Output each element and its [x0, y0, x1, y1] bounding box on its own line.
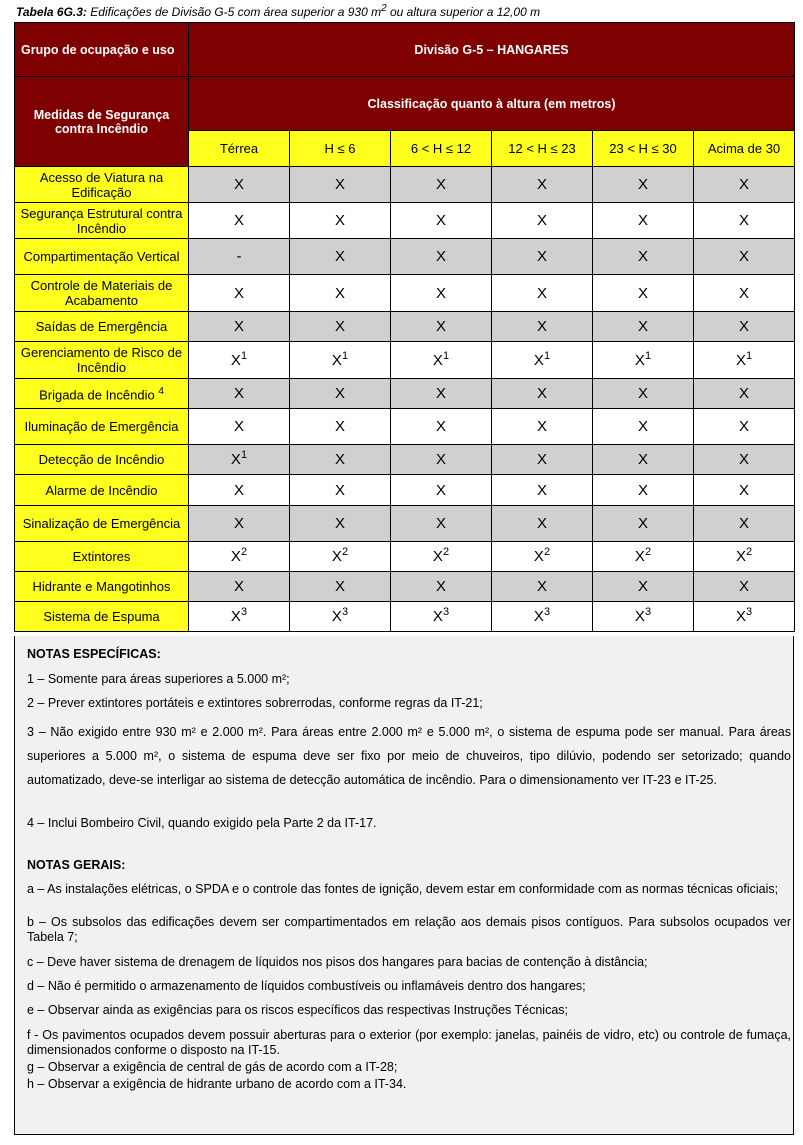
requirement-cell: X	[694, 275, 795, 312]
requirement-cell: X	[189, 409, 290, 445]
requirement-cell: X	[391, 312, 492, 342]
height-column-header: 23 < H ≤ 30	[593, 131, 694, 167]
measure-label: Sistema de Espuma	[15, 602, 189, 632]
requirement-cell: $X^2$	[189, 542, 290, 572]
requirement-cell: X	[593, 239, 694, 275]
requirement-cell: X	[189, 167, 290, 203]
measure-label: Saídas de Emergência	[15, 312, 189, 342]
requirement-cell: X	[189, 572, 290, 602]
requirement-cell: X	[492, 312, 593, 342]
requirement-cell: $X^2$	[694, 542, 795, 572]
table-row	[15, 542, 795, 572]
requirement-cell: X	[593, 409, 694, 445]
requirement-cell: X	[290, 379, 391, 409]
requirement-cell: X	[593, 475, 694, 506]
table-row	[15, 572, 795, 602]
table-caption	[16, 5, 540, 19]
requirement-cell: $X^2$	[492, 542, 593, 572]
requirement-cell: X	[492, 167, 593, 203]
requirement-cell: X	[694, 572, 795, 602]
note-reference: 1	[442, 349, 450, 362]
table-row	[15, 602, 795, 632]
requirement-cell: X	[290, 167, 391, 203]
measure-label: Segurança Estrutural contra Incêndio	[15, 203, 189, 239]
measures-header: Medidas de Segurança contra Incêndio	[15, 77, 189, 167]
note-reference: 2	[442, 546, 450, 558]
requirement-cell: $X^1$	[189, 445, 290, 475]
requirement-cell: X	[492, 409, 593, 445]
height-column-header: Térrea	[189, 131, 290, 167]
requirement-cell: $X^1$	[694, 342, 795, 379]
requirement-cell: X	[492, 239, 593, 275]
requirement-cell: X	[290, 275, 391, 312]
requirement-cell: X	[492, 275, 593, 312]
note-reference: 1	[543, 349, 551, 362]
general-note-f: f - Os pavimentos ocupados devem possuir aberturas para o exterior (por exemplo: janelas, painéis de vidro, etc) ou controle de fumaça, dimensionados conforme o disposto na IT-15.	[27, 1028, 791, 1057]
requirement-cell: X	[391, 445, 492, 475]
requirement-cell: X	[694, 239, 795, 275]
requirement-cell: X	[290, 409, 391, 445]
requirement-cell: X	[189, 275, 290, 312]
requirement-cell: X	[391, 167, 492, 203]
general-notes-title: NOTAS GERAIS:	[27, 858, 126, 872]
requirement-cell: X	[391, 409, 492, 445]
general-note-b: b – Os subsolos das edificações devem ser compartimentados em relação aos demais pisos contíguos. Para subsolos ocupados ver Tabela 7;	[27, 915, 791, 944]
requirement-cell: $X^3$	[593, 602, 694, 632]
height-column-header: H ≤ 6	[290, 131, 391, 167]
table-row	[15, 409, 795, 445]
requirement-cell: $X^1$	[290, 342, 391, 379]
requirement-cell: X	[593, 275, 694, 312]
general-note-g: g – Observar a exigência de central de gás de acordo com a IT-28;	[27, 1060, 398, 1074]
requirement-cell: $X^3$	[290, 602, 391, 632]
measure-note-ref: 4	[158, 386, 164, 398]
note-reference: 1	[745, 349, 753, 362]
specific-notes-title: NOTAS ESPECÍFICAS:	[27, 647, 161, 661]
requirement-cell: $X^3$	[694, 602, 795, 632]
requirement-cell: $X^3$	[391, 602, 492, 632]
requirement-cell: X	[290, 572, 391, 602]
specific-note-1: 1 – Somente para áreas superiores a 5.000 m²;	[27, 672, 290, 686]
requirement-cell: X	[290, 239, 391, 275]
table-row	[15, 445, 795, 475]
requirement-cell: X	[593, 312, 694, 342]
requirement-cell: X	[593, 445, 694, 475]
table-row	[15, 239, 795, 275]
general-note-d: d – Não é permitido o armazenamento de líquidos combustíveis ou inflamáveis dentro dos hangares;	[27, 979, 586, 993]
requirement-cell: X	[189, 379, 290, 409]
requirement-cell: X	[391, 572, 492, 602]
requirement-cell: X	[290, 445, 391, 475]
note-reference: 3	[543, 606, 551, 618]
measure-label: Compartimentação Vertical	[15, 239, 189, 275]
note-reference: 3	[745, 606, 753, 618]
height-classification-header: Classificação quanto à altura (em metros)	[189, 77, 795, 131]
measure-label: Extintores	[15, 542, 189, 572]
caption-label: Tabela 6G.3:	[16, 5, 87, 19]
requirements-table	[14, 22, 795, 632]
requirement-cell: $X^1$	[593, 342, 694, 379]
requirement-cell: X	[694, 203, 795, 239]
requirement-cell: X	[492, 506, 593, 542]
note-reference: 1	[644, 349, 652, 362]
notes-box	[14, 636, 794, 1135]
requirement-cell: X	[290, 506, 391, 542]
specific-note-2: 2 – Prever extintores portáteis e extintores sobrerrodas, conforme regras da IT-21;	[27, 696, 483, 710]
requirement-cell: X	[492, 379, 593, 409]
table-row	[15, 275, 795, 312]
requirement-cell: X	[391, 239, 492, 275]
requirement-cell: X	[492, 572, 593, 602]
requirement-cell: X	[593, 379, 694, 409]
requirement-cell: X	[694, 312, 795, 342]
note-reference: 2	[543, 546, 551, 558]
table-row	[15, 167, 795, 203]
note-reference: 1	[240, 449, 248, 461]
requirement-cell: X	[391, 506, 492, 542]
note-reference: 3	[341, 606, 349, 618]
requirement-cell: $X^1$	[492, 342, 593, 379]
measure-label: Iluminação de Emergência	[15, 409, 189, 445]
measure-label: Alarme de Incêndio	[15, 475, 189, 506]
height-column-header: Acima de 30	[694, 131, 795, 167]
measure-label: Controle de Materiais de Acabamento	[15, 275, 189, 312]
requirement-cell: $X^3$	[492, 602, 593, 632]
requirement-cell: X	[290, 203, 391, 239]
general-note-a: a – As instalações elétricas, o SPDA e o controle das fontes de ignição, devem estar em conformidade com as normas técnicas oficiais;	[27, 882, 779, 896]
caption-text: Edificações de Divisão G-5 com área superior a 930 m	[90, 5, 382, 19]
requirement-cell: X	[593, 203, 694, 239]
requirement-cell: X	[391, 203, 492, 239]
measure-label: Sinalização de Emergência	[15, 506, 189, 542]
requirement-cell: X	[694, 379, 795, 409]
requirement-cell: $X^2$	[290, 542, 391, 572]
requirement-cell: $X^2$	[391, 542, 492, 572]
note-reference: 3	[240, 606, 248, 618]
measure-label: Gerenciamento de Risco de Incêndio	[15, 342, 189, 379]
general-note-c: c – Deve haver sistema de drenagem de líquidos nos pisos dos hangares para bacias de contenção à distância;	[27, 955, 648, 969]
height-column-header: 12 < H ≤ 23	[492, 131, 593, 167]
requirement-cell: X	[492, 445, 593, 475]
note-reference: 2	[341, 546, 349, 558]
requirement-cell: $X^1$	[189, 342, 290, 379]
requirement-cell: X	[593, 506, 694, 542]
table-row	[15, 506, 795, 542]
specific-note-4: 4 – Inclui Bombeiro Civil, quando exigido pela Parte 2 da IT-17.	[27, 816, 377, 830]
requirement-cell: $X^2$	[593, 542, 694, 572]
requirement-cell: X	[189, 506, 290, 542]
measure-label: Detecção de Incêndio	[15, 445, 189, 475]
table-row	[15, 312, 795, 342]
requirement-cell: X	[593, 167, 694, 203]
note-reference: 3	[442, 606, 450, 618]
requirement-cell: -	[189, 239, 290, 275]
division-header: Divisão G-5 – HANGARES	[189, 23, 795, 77]
measure-label: Acesso de Viatura na Edificação	[15, 167, 189, 203]
caption-text-after: ou altura superior a 12,00 m	[389, 5, 541, 19]
table-row	[15, 475, 795, 506]
general-note-h: h – Observar a exigência de hidrante urbano de acordo com a IT-34.	[27, 1077, 407, 1091]
requirement-cell: X	[492, 203, 593, 239]
requirement-cell: X	[694, 506, 795, 542]
measure-label: Brigada de Incêndio $^4$	[15, 379, 189, 409]
requirement-cell: X	[694, 445, 795, 475]
requirement-cell: X	[189, 312, 290, 342]
note-reference: 1	[341, 349, 349, 362]
requirement-cell: X	[290, 475, 391, 506]
requirement-cell: X	[391, 475, 492, 506]
requirement-cell: X	[694, 167, 795, 203]
note-reference: 2	[240, 546, 248, 558]
requirement-cell: X	[694, 409, 795, 445]
requirement-cell: X	[189, 475, 290, 506]
note-reference: 1	[240, 349, 248, 362]
requirement-cell: $X^3$	[189, 602, 290, 632]
note-reference: 2	[745, 546, 753, 558]
height-column-header: 6 < H ≤ 12	[391, 131, 492, 167]
requirement-cell: X	[593, 572, 694, 602]
requirement-cell: X	[290, 312, 391, 342]
caption-superscript: 2	[381, 3, 387, 14]
table-row	[15, 379, 795, 409]
requirement-cell: X	[694, 475, 795, 506]
note-reference: 3	[644, 606, 652, 618]
requirement-cell: X	[391, 379, 492, 409]
general-note-e: e – Observar ainda as exigências para os riscos específicos das respectivas Instruções Técnicas;	[27, 1003, 569, 1017]
table-row	[15, 203, 795, 239]
requirement-cell: $X^1$	[391, 342, 492, 379]
requirement-cell: X	[492, 475, 593, 506]
table-row	[15, 342, 795, 379]
measure-label: Hidrante e Mangotinhos	[15, 572, 189, 602]
note-reference: 2	[644, 546, 652, 558]
specific-note-3: 3 – Não exigido entre 930 m² e 2.000 m². Para áreas entre 2.000 m² e 5.000 m², o sistema de espuma pode ser manual. Para áreas superiores a 5.000 m², o sistema de espuma deve ser fixo por meio de chuveiros, tipo dilúvio, podendo ser setorizado; quando automatizado, deve-se interligar ao sistema de detecção automática de incêndio. Para o dimensionamento ver IT-23 e IT-25.	[27, 725, 791, 787]
requirement-cell: X	[189, 203, 290, 239]
requirement-cell: X	[391, 275, 492, 312]
group-header: Grupo de ocupação e uso	[15, 23, 189, 77]
